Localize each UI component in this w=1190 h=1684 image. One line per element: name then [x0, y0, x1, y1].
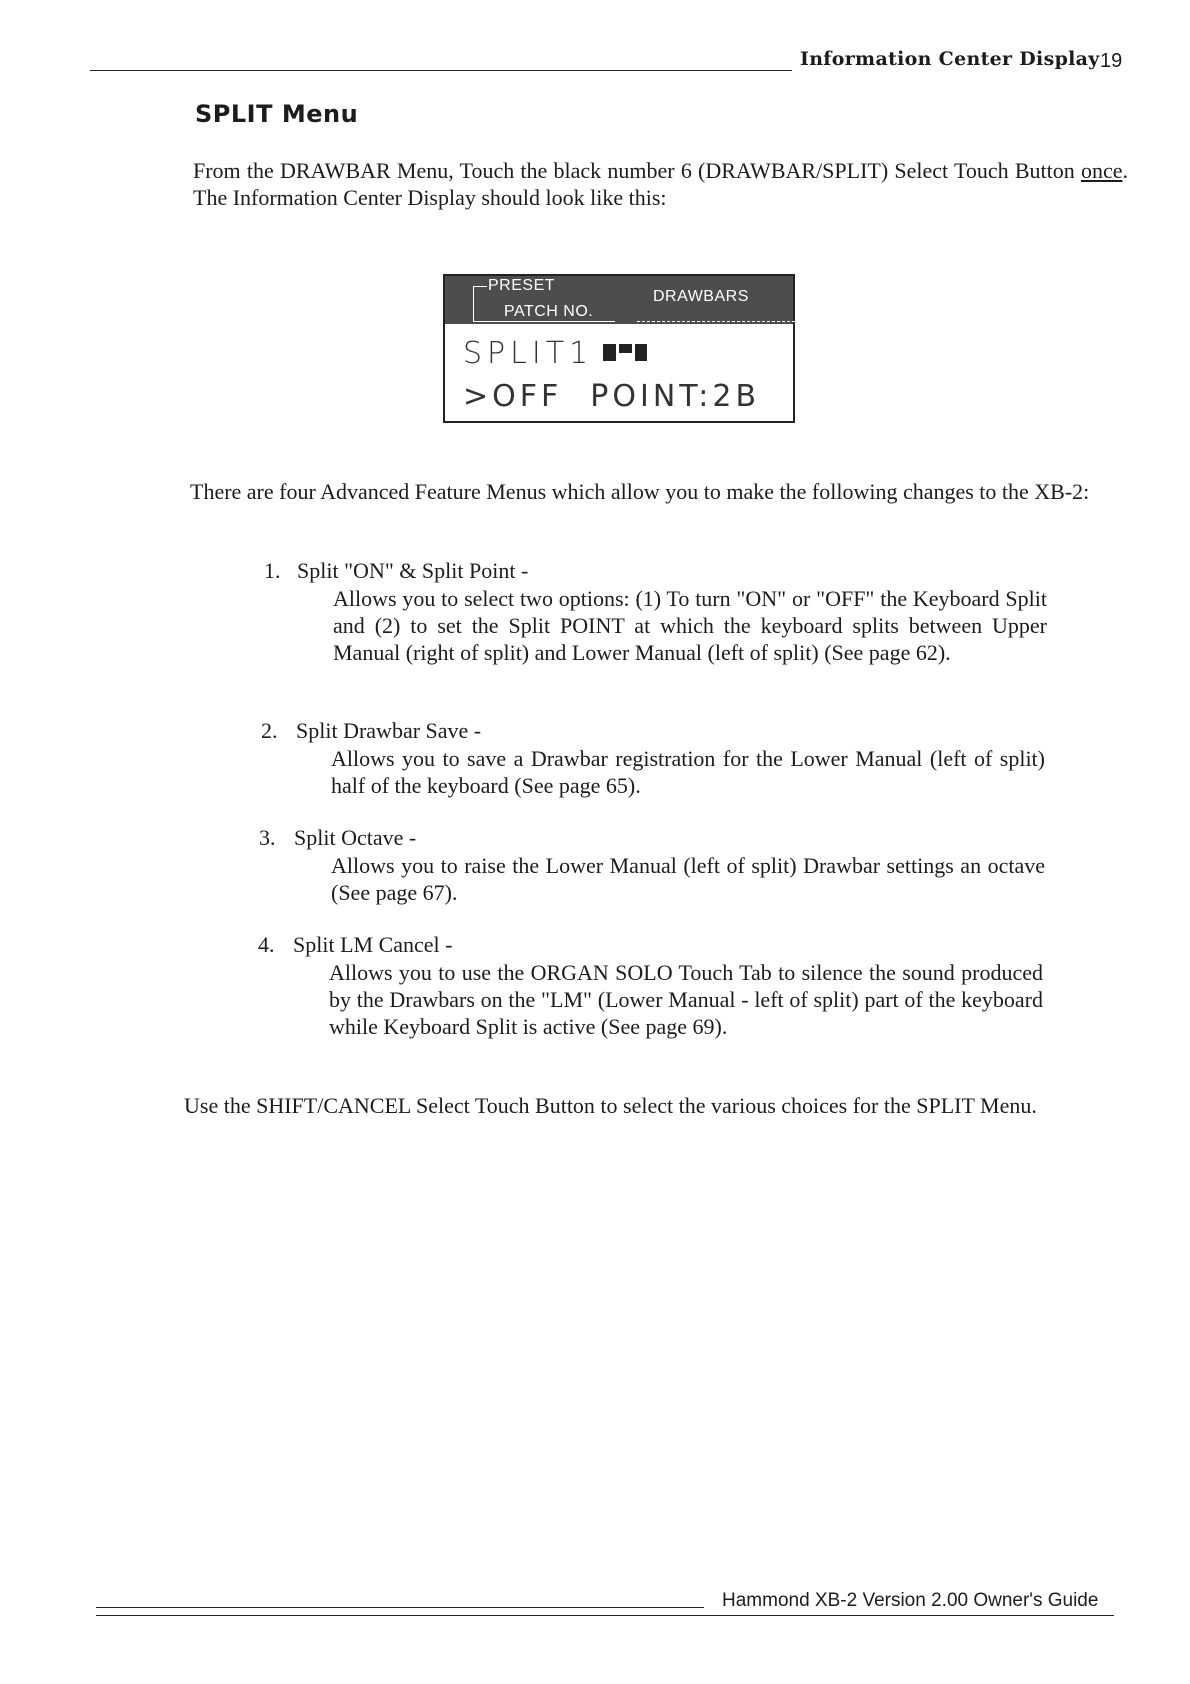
- list-item-description: Allows you to select two options: (1) To turn "ON" or "OFF" the Keyboard Split and (2) to set the Split POINT at which the keyboard splits between Upper Manual (right of split) and Lower Manual (left of split) (See page 62).: [333, 586, 1047, 665]
- intro-text-before: From the DRAWBAR Menu, Touch the black number 6 (DRAWBAR/SPLIT) Select Touch Button: [193, 158, 1081, 183]
- lcd-line2: [463, 379, 760, 414]
- intro-paragraph: [193, 157, 1128, 211]
- intro-text-after: . The Information Center Display should look like this:: [193, 158, 1128, 210]
- list-item-number: 2.: [261, 718, 278, 743]
- lcd-display: [443, 274, 795, 423]
- footer-rule-long: [96, 1615, 1114, 1616]
- lcd-preset-label: PRESET: [488, 277, 556, 294]
- lcd-patch-label: PATCH NO.: [504, 303, 594, 320]
- footer-text: Hammond XB-2 Version 2.00 Owner's Guide: [722, 1590, 1099, 1611]
- lcd-drawbars-underline: [637, 321, 795, 322]
- list-item-number: 1.: [264, 558, 281, 583]
- footer-rule: [96, 1607, 704, 1608]
- list-item-number: 3.: [259, 825, 276, 850]
- header-rule: [90, 70, 792, 71]
- header-title: Information Center Display: [800, 48, 1100, 70]
- list-item-title: Split Drawbar Save -: [296, 718, 482, 743]
- list-item-title: Split "ON" & Split Point -: [297, 558, 529, 583]
- list-item-number: 4.: [258, 932, 275, 957]
- drawbar-blocks-icon: [603, 344, 650, 362]
- lcd-split-status: >OFF: [463, 379, 563, 414]
- lcd-split-point: POINT:2B: [590, 379, 761, 414]
- lcd-header: [445, 276, 793, 324]
- four-menus-paragraph: There are four Advanced Feature Menus which allow you to make the following changes to the XB-2:: [190, 479, 1090, 504]
- list-item-description: Allows you to raise the Lower Manual (left of split) Drawbar settings an octave (See page 67).: [331, 853, 1045, 905]
- intro-text-underlined: once: [1080, 158, 1123, 183]
- list-item-description: Allows you to save a Drawbar registration for the Lower Manual (left of split) half of the keyboard (See page 65).: [331, 746, 1045, 798]
- page-number: 19: [1100, 50, 1123, 72]
- closing-paragraph: Use the SHIFT/CANCEL Select Touch Button to select the various choices for the SPLIT Menu.: [184, 1093, 1037, 1118]
- lcd-bracket: [473, 286, 487, 322]
- lcd-drawbars-label: DRAWBARS: [653, 288, 749, 305]
- lcd-bracket-underline: [473, 321, 615, 322]
- list-item-title: Split LM Cancel -: [293, 932, 453, 957]
- lcd-line1: SPLIT1: [463, 336, 594, 371]
- section-title: SPLIT Menu: [195, 100, 359, 128]
- list-item-description: Allows you to use the ORGAN SOLO Touch Tab to silence the sound produced by the Drawbars on the "LM" (Lower Manual - left of split) part of the keyboard while Keyboard Split is active (See page 69).: [329, 960, 1043, 1039]
- list-item-title: Split Octave -: [294, 825, 417, 850]
